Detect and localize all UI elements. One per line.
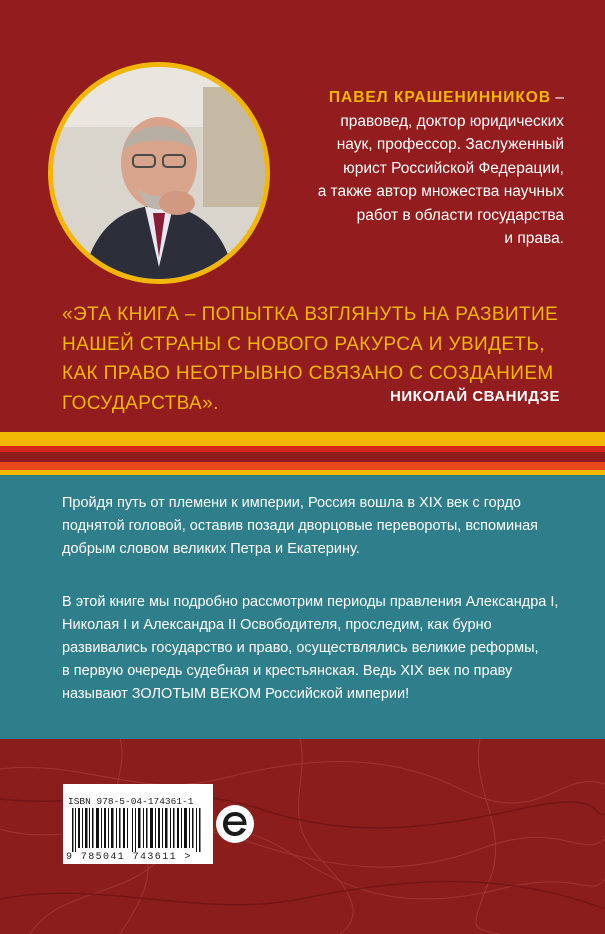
desc-line: называют ЗОЛОТЫМ ВЕКОМ Российской империи!	[62, 686, 410, 702]
bio-line: и права.	[504, 230, 564, 247]
desc-line: Пройдя путь от племени к империи, Россия вошла в XIX век с гордо	[62, 495, 522, 511]
description-paragraph-2	[62, 591, 582, 706]
barcode-bars	[70, 808, 206, 852]
ean-digits: 9 785041 743611 >	[66, 852, 192, 863]
quote-attribution: НИКОЛАЙ СВАНИДЗЕ	[389, 388, 560, 405]
author-dash: –	[555, 89, 564, 106]
dark-stripe	[0, 452, 605, 462]
desc-line: В этой книге мы подробно рассмотрим периоды правления Александра I,	[62, 594, 559, 610]
bio-line: наук, профессор. Заслуженный	[336, 136, 564, 153]
author-photo	[48, 62, 270, 284]
gold-stripe	[0, 432, 605, 446]
bio-line: правовед, доктор юридических	[340, 112, 564, 130]
desc-line: Николая I и Александра II Освободителя, проследим, как бурно	[62, 617, 492, 633]
quote-line: КАК ПРАВО НЕОТРЫВНО СВЯЗАНО С СОЗДАНИЕМ	[62, 363, 554, 384]
bio-line: работ в области государства	[356, 206, 564, 224]
author-name: ПАВЕЛ КРАШЕНИННИКОВ	[328, 89, 552, 106]
description-paragraph-1	[62, 492, 582, 561]
quote-line: ГОСУДАРСТВА».	[62, 392, 219, 414]
isbn-text: ISBN 978-5-04-174361-1	[68, 796, 194, 807]
bio-line: а также автор множества научных	[317, 183, 564, 200]
author-name-line	[296, 86, 564, 110]
publisher-logo-icon	[215, 804, 255, 844]
quote-line: «ЭТА КНИГА – ПОПЫТКА ВЗГЛЯНУТЬ НА РАЗВИТИЕ	[62, 304, 559, 325]
desc-line: развивались государство и право, осуществлялись великие реформы,	[62, 640, 539, 656]
bio-line: юрист Российской Федерации,	[343, 159, 564, 177]
desc-line: добрым словом великих Петра и Екатерину.	[62, 541, 360, 557]
desc-line: поднятой головой, оставив позади дворцовые перевороты, вспоминая	[62, 518, 539, 534]
quote-line: НАШЕЙ СТРАНЫ С НОВОГО РАКУРСА И УВИДЕТЬ,	[62, 333, 545, 355]
author-bio	[296, 86, 564, 251]
orange-stripe	[0, 462, 605, 470]
desc-line: в первую очередь судебная и крестьянская. Ведь XIX век по праву	[62, 663, 513, 679]
